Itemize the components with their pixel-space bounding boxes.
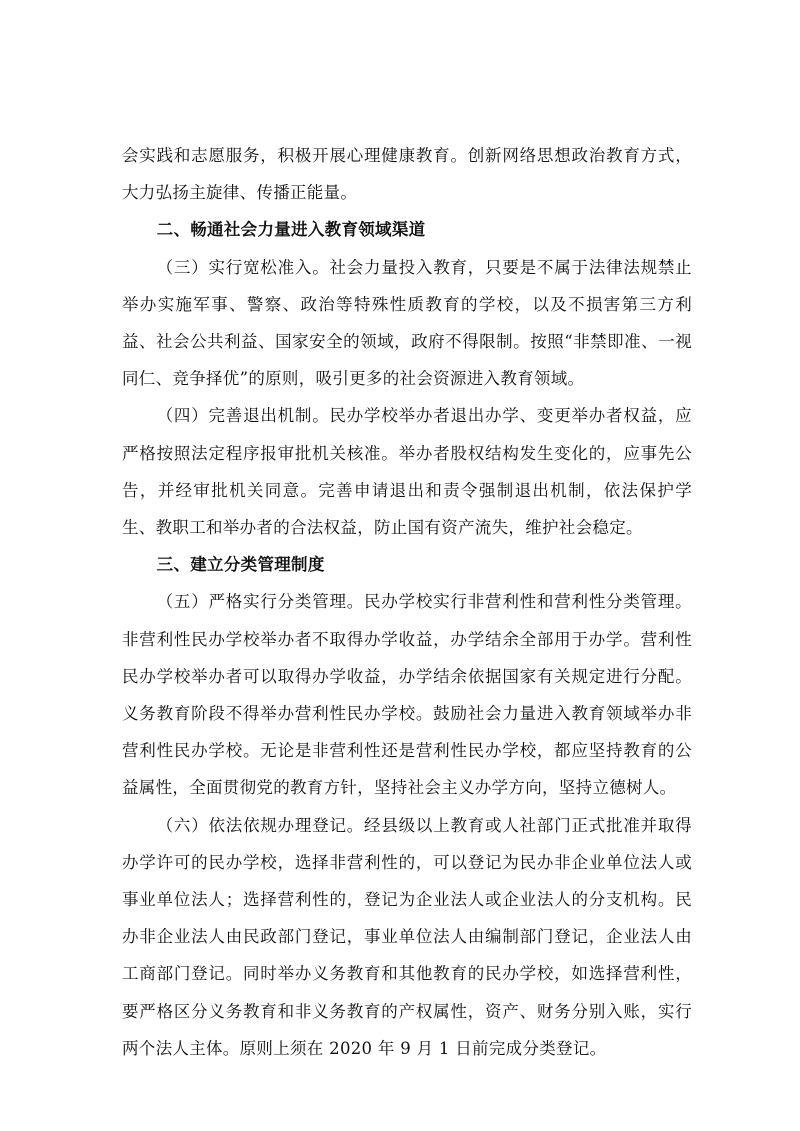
document-body [122,137,692,1067]
paragraph-item-4: （四）完善退出机制。民办学校举办者退出办学、变更举办者权益，应严格按照法定程序报审批机关核准。举办者股权结构发生变化的，应事先公告，并经审批机关同意。完善申请退出和责令强制退出机制，依法保护学生、教职工和举办者的合法权益，防止国有资产流失，维护社会稳定。 [122,406,692,538]
paragraph-item-5: （五）严格实行分类管理。民办学校实行非营利性和营利性分类管理。非营利性民办学校举办者不取得办学收益，办学结余全部用于办学。营利性民办学校举办者可以取得办学收益，办学结余依据国家有关规定进行分配。义务教育阶段不得举办营利性民办学校。鼓励社会力量进入教育领域举办非营利性民办学校。无论是非营利性还是营利性民办学校，都应坚持教育的公益属性，全面贯彻党的教育方针，坚持社会主义办学方向，坚持立德树人。 [122,592,692,798]
paragraph-item-3: （三）实行宽松准入。社会力量投入教育，只要是不属于法律法规禁止举办实施军事、警察、政治等特殊性质教育的学校，以及不损害第三方利益、社会公共利益、国家安全的领域，政府不得限制。按照“非禁即准、一视同仁、竞争择优”的原则，吸引更多的社会资源进入教育领域。 [122,257,692,389]
paragraph-item-6: （六）依法依规办理登记。经县级以上教育或人社部门正式批准并取得办学许可的民办学校，选择非营利性的，可以登记为民办非企业单位法人或事业单位法人；选择营利性的，登记为企业法人或企业法人的分支机构。民办非企业法人由民政部门登记，事业单位法人由编制部门登记，企业法人由工商部门登记。同时举办义务教育和其他教育的民办学校，如选择营利性，要严格区分义务教育和非义务教育的产权属性，资产、财务分别入账，实行两个法人主体。原则上须在 2020 年 9 月 1 日前完成分类登记。 [122,815,692,1058]
paragraph-continuation: 会实践和志愿服务，积极开展心理健康教育。创新网络思想政治教育方式，大力弘扬主旋律、传播正能量。 [122,146,692,203]
section-heading-2: 二、畅通社会力量进入教育领域渠道 [156,220,426,240]
section-heading-3: 三、建立分类管理制度 [156,555,325,575]
